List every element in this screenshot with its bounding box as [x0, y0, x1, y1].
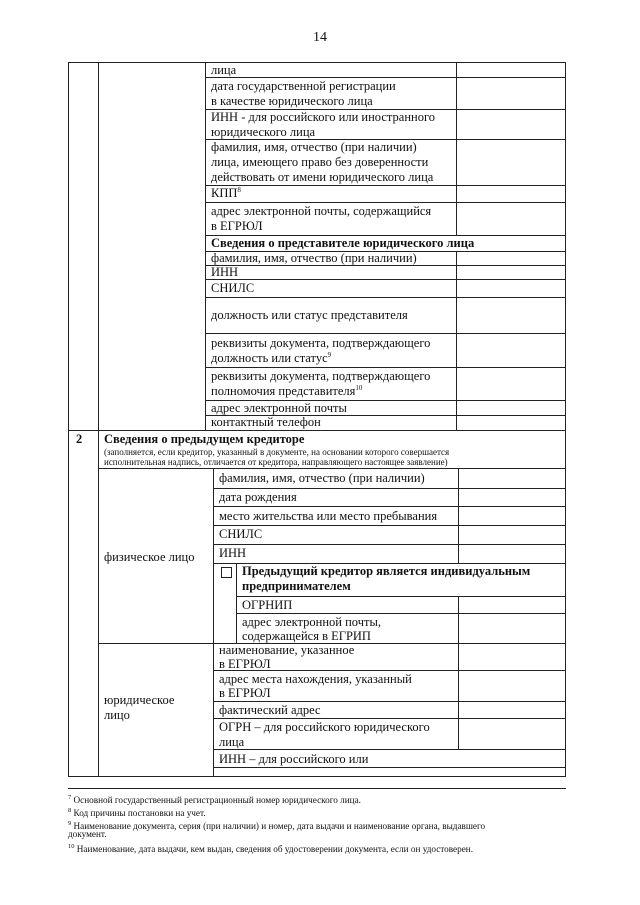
col-divider: [213, 468, 214, 776]
row-label: реквизиты документа, подтверждающего: [211, 369, 431, 383]
footnote: $^9$ Наименование документа, серия (при наличии) и номер, дата выдачи и наименование органа, выдавшего: [68, 820, 486, 832]
row-label: адрес электронной почты,: [242, 615, 381, 629]
row-label: ОГРН – для российского юридического: [219, 720, 430, 734]
row-divider: [213, 525, 565, 526]
row-label: дата рождения: [219, 490, 297, 504]
legal-entity-label: юридическое: [104, 693, 175, 707]
row-label: фамилия, имя, отчество (при наличии): [219, 471, 425, 485]
row-label: полномочия представителя$^{10}$: [211, 383, 363, 398]
row-label: КПП$^8$: [211, 185, 241, 200]
row-divider: [213, 506, 565, 507]
footnote-separator: [68, 788, 566, 789]
row-label: должность или статус$^9$: [211, 350, 332, 365]
row-label: юридического лица: [211, 125, 316, 139]
footnote: $^7$ Основной государственный регистрационный номер юридического лица.: [68, 794, 361, 806]
legal-entity-label: лицо: [104, 708, 130, 722]
row-label: фактический адрес: [219, 703, 321, 717]
col-divider: [205, 63, 206, 430]
row-label: фамилия, имя, отчество (при наличии): [211, 140, 417, 154]
footnote-ref: 8: [237, 185, 241, 194]
row-divider: [205, 185, 565, 186]
section-note: (заполняется, если кредитор, указанный в документе, на основании которого совершается: [104, 447, 450, 457]
row-divider: [205, 297, 565, 298]
table-border-left: [68, 63, 69, 776]
creditor-form-table: [68, 62, 566, 777]
entrepreneur-checkbox[interactable]: [221, 567, 232, 578]
row-divider: [205, 279, 565, 280]
col-divider: [456, 63, 457, 235]
footnote: документ.: [68, 829, 107, 839]
section-divider: [98, 468, 565, 469]
row-label: в качестве юридического лица: [211, 94, 373, 108]
row-label: лица, имеющего право без доверенности: [211, 155, 429, 169]
row-label: ИНН – для российского или: [219, 752, 369, 766]
footnote: $^8$ Код причины постановки на учет.: [68, 807, 206, 819]
row-label: наименование, указанное: [219, 643, 355, 657]
section-divider: [68, 430, 565, 431]
representative-heading: Сведения о представителе юридического лица: [211, 236, 475, 250]
footnote: $^{10}$ Наименование, дата выдачи, кем выдан, сведения об удостоверении документа, если он удостоверен.: [68, 843, 474, 855]
row-divider: [213, 749, 565, 750]
section-heading: Сведения о предыдущем кредиторе: [104, 432, 305, 446]
row-label: ИНН: [211, 265, 239, 279]
row-label: СНИЛС: [219, 527, 263, 541]
row-label: место жительства или место пребывания: [219, 509, 438, 523]
col-divider: [458, 596, 459, 643]
col-divider: [456, 251, 457, 430]
individual-label: физическое лицо: [104, 550, 195, 564]
row-label: реквизиты документа, подтверждающего: [211, 336, 431, 350]
row-label: ОГРНИП: [242, 598, 293, 612]
row-label: должность или статус представителя: [211, 308, 408, 322]
row-label: лица: [211, 63, 237, 77]
row-label: в ЕГРЮЛ: [219, 686, 271, 700]
section-number: 2: [76, 432, 83, 446]
row-label: дата государственной регистрации: [211, 79, 396, 93]
row-label: в ЕГРЮЛ: [219, 657, 271, 671]
col-divider: [98, 63, 99, 430]
row-label: действовать от имени юридического лица: [211, 170, 434, 184]
row-divider: [236, 596, 565, 597]
page-number: 14: [313, 30, 327, 45]
footnote-ref: 9: [327, 350, 332, 359]
row-divider: [205, 333, 565, 334]
row-label: содержащейся в ЕГРИП: [242, 629, 371, 643]
row-divider: [213, 488, 565, 489]
section-note: исполнительная надпись, отличается от кредитора, направляющего настоящее заявление): [104, 457, 448, 467]
row-label: фамилия, имя, отчество (при наличии): [211, 251, 417, 265]
checkbox-label: предпринимателем: [242, 579, 351, 593]
row-divider: [213, 701, 565, 702]
row-label: контактный телефон: [211, 415, 321, 429]
col-divider: [458, 643, 459, 749]
checkbox-label: Предыдущий кредитор является индивидуальным: [242, 564, 531, 578]
row-divider: [213, 767, 565, 768]
row-divider: [236, 613, 565, 614]
footnote-ref: 10: [355, 383, 363, 392]
row-label: адрес места нахождения, указанный: [219, 672, 412, 686]
col-divider: [236, 563, 237, 643]
row-divider: [205, 202, 565, 203]
col-divider: [98, 430, 99, 776]
row-divider: [213, 718, 565, 719]
row-label: в ЕГРЮЛ: [211, 219, 263, 233]
row-label: ИНН: [219, 546, 247, 560]
row-label: лица: [219, 735, 245, 749]
row-divider: [213, 544, 565, 545]
row-divider: [205, 77, 565, 78]
row-label: СНИЛС: [211, 281, 255, 295]
col-divider: [458, 468, 459, 563]
row-label: ИНН - для российского или иностранного: [211, 110, 436, 124]
table-border-right: [565, 63, 566, 776]
row-divider: [205, 367, 565, 368]
row-label: адрес электронной почты, содержащийся: [211, 204, 432, 218]
row-label: адрес электронной почты: [211, 401, 347, 415]
